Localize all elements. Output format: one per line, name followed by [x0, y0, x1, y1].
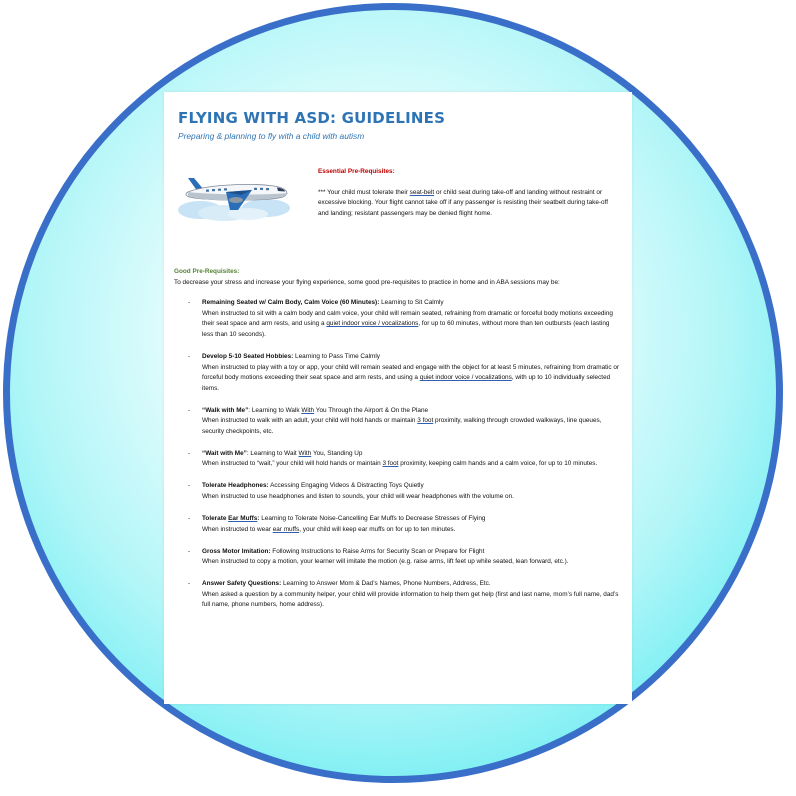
essential-prerequisites-section — [318, 167, 618, 219]
item-subtitle: : Learning to Walk — [248, 406, 302, 414]
list-dash: - — [188, 449, 191, 457]
item-subtitle: You, Standing Up — [311, 449, 363, 457]
item-heading — [202, 449, 622, 460]
item-heading — [202, 298, 622, 309]
stars-marker: *** — [318, 188, 328, 196]
item-description: When instructed to copy a motion, your learner will imitate the motion (e.g. raise arms, lift feet up while seated, lean forward, etc.). — [202, 558, 569, 566]
list-dash: - — [188, 406, 191, 414]
item-subtitle: Learning to Sit Calmly — [379, 299, 444, 307]
item-description — [202, 363, 622, 395]
item-desc-part: When instructed to walk with an adult, your child will hold hands or maintain — [202, 417, 418, 425]
list-dash: - — [188, 515, 191, 523]
item-description — [202, 525, 622, 536]
item-desc-part: When instructed to play with a toy or app, your child will remain seated and engage with the object for at least 5 minutes, refraining from dramatic or forceful body motions exceeding their seat space and arm rests, and using a — [202, 363, 620, 382]
item-desc-link: quiet indoor voice / vocalizations — [326, 320, 419, 328]
seatbelt-term: seat-belt — [409, 188, 435, 196]
item-desc-part: When instructed to sit with a calm body and calm voice, your child will remain seated, refraining from dramatic or forceful body motions exceeding their seat space and arm rests, and using a — [202, 309, 613, 328]
item-heading — [202, 481, 622, 492]
item-subtitle: Learning to Answer Mom & Dad’s Names, Phone Numbers, Address, Etc. — [281, 580, 491, 588]
essential-text — [318, 188, 618, 220]
item-subtitle-link: With — [298, 449, 312, 457]
item-desc-part: When instructed to wear — [202, 525, 273, 533]
item-subtitle: Following Instructions to Raise Arms for Security Scan or Prepare for Flight — [270, 547, 485, 555]
item-subtitle-link: With — [301, 406, 315, 414]
item-heading — [202, 352, 622, 363]
item-title-link: Ear Muffs — [228, 515, 258, 523]
document-page — [164, 92, 632, 704]
list-dash: - — [188, 580, 191, 588]
list-item — [188, 481, 622, 502]
item-desc-link: 3 foot — [417, 417, 434, 425]
item-title: Gross Motor Imitation: — [202, 547, 271, 555]
list-item — [188, 547, 622, 568]
item-subtitle: Learning to Tolerate Noise-Cancelling Ear Muffs to Decrease Stresses of Flying — [259, 515, 486, 523]
item-desc-part: proximity, keeping calm hands and a calm voice, for up to 10 minutes. — [398, 460, 598, 468]
list-item — [188, 406, 622, 438]
item-desc-part: proximity, walking through crowded walkways, line queues, security checkpoints, etc. — [202, 417, 602, 435]
essential-text-part-1: Your child must tolerate their — [327, 188, 410, 196]
item-title: “Wait with Me” — [202, 449, 247, 457]
item-subtitle: Accessing Engaging Videos & Distracting Toys Quietly — [268, 482, 424, 490]
list-dash: - — [188, 547, 191, 555]
item-desc-part: , for up to 60 minutes, without more than ten outbursts (each lasting less than 10 seconds). — [202, 320, 610, 338]
item-desc-part: When instructed to “wait,” your child will hold hands or maintain — [202, 460, 383, 468]
item-title: Develop 5-10 Seated Hobbies: — [202, 352, 294, 360]
item-description — [202, 416, 622, 437]
good-heading: Good Pre-Requisites: — [174, 268, 240, 275]
item-subtitle: You Through the Airport & On the Plane — [314, 406, 429, 414]
essential-heading: Essential Pre-Requisites: — [318, 168, 395, 175]
list-item — [188, 579, 622, 611]
item-desc-part: , with up to 10 individually selected items. — [202, 374, 611, 392]
list-item — [188, 352, 622, 394]
item-title: Answer Safety Questions: — [202, 580, 282, 588]
item-subtitle: : Learning to Wait — [246, 449, 299, 457]
list-item — [188, 514, 622, 535]
item-heading — [202, 406, 622, 417]
list-item — [188, 449, 622, 470]
list-item — [188, 298, 622, 340]
item-description — [202, 459, 622, 470]
item-title: Remaining Seated w/ Calm Body, Calm Voice (60 Minutes): — [202, 299, 380, 307]
item-heading — [202, 579, 622, 590]
essential-text-part-2: or child seat during take-off and landing without restraint or excessive blocking. Your flight cannot take off if any passenger is resisting their seatbelt during take-off and landing; resistant passengers may be denied flight home. — [318, 188, 608, 217]
item-subtitle: Learning to Pass Time Calmly — [293, 352, 380, 360]
good-prerequisites-section — [174, 267, 622, 622]
item-description — [202, 309, 622, 341]
prerequisite-list — [174, 298, 622, 611]
item-desc-link: quiet indoor voice / vocalizations — [419, 374, 512, 382]
item-heading — [202, 547, 622, 558]
good-intro: To decrease your stress and increase your flying experience, some good pre-requisites to practice in home and in ABA sessions may be: — [174, 278, 560, 286]
item-title: “Walk with Me” — [202, 406, 249, 414]
item-heading — [202, 514, 622, 525]
item-title: Tolerate — [202, 515, 229, 523]
airplane-clipart-icon — [174, 166, 296, 222]
document-subtitle: Preparing & planning to fly with a child with autism — [178, 131, 365, 141]
list-dash: - — [188, 299, 191, 307]
item-desc-link: ear muffs — [272, 525, 300, 533]
item-title: : — [257, 515, 260, 523]
list-dash: - — [188, 352, 191, 360]
item-desc-link: 3 foot — [382, 460, 399, 468]
list-dash: - — [188, 482, 191, 490]
item-title: Tolerate Headphones: — [202, 482, 269, 490]
item-desc-part: , your child will keep ear muffs on for up to ten minutes. — [299, 525, 456, 533]
item-description: When instructed to use headphones and listen to sounds, your child will wear headphones with the volume on. — [202, 493, 514, 501]
item-description: When asked a question by a community helper, your child will provide information to help them get help (first and last name, mom’s full name, dad’s full name, phone numbers, home address). — [202, 590, 619, 609]
document-title: FLYING WITH ASD: GUIDELINES — [178, 109, 446, 127]
